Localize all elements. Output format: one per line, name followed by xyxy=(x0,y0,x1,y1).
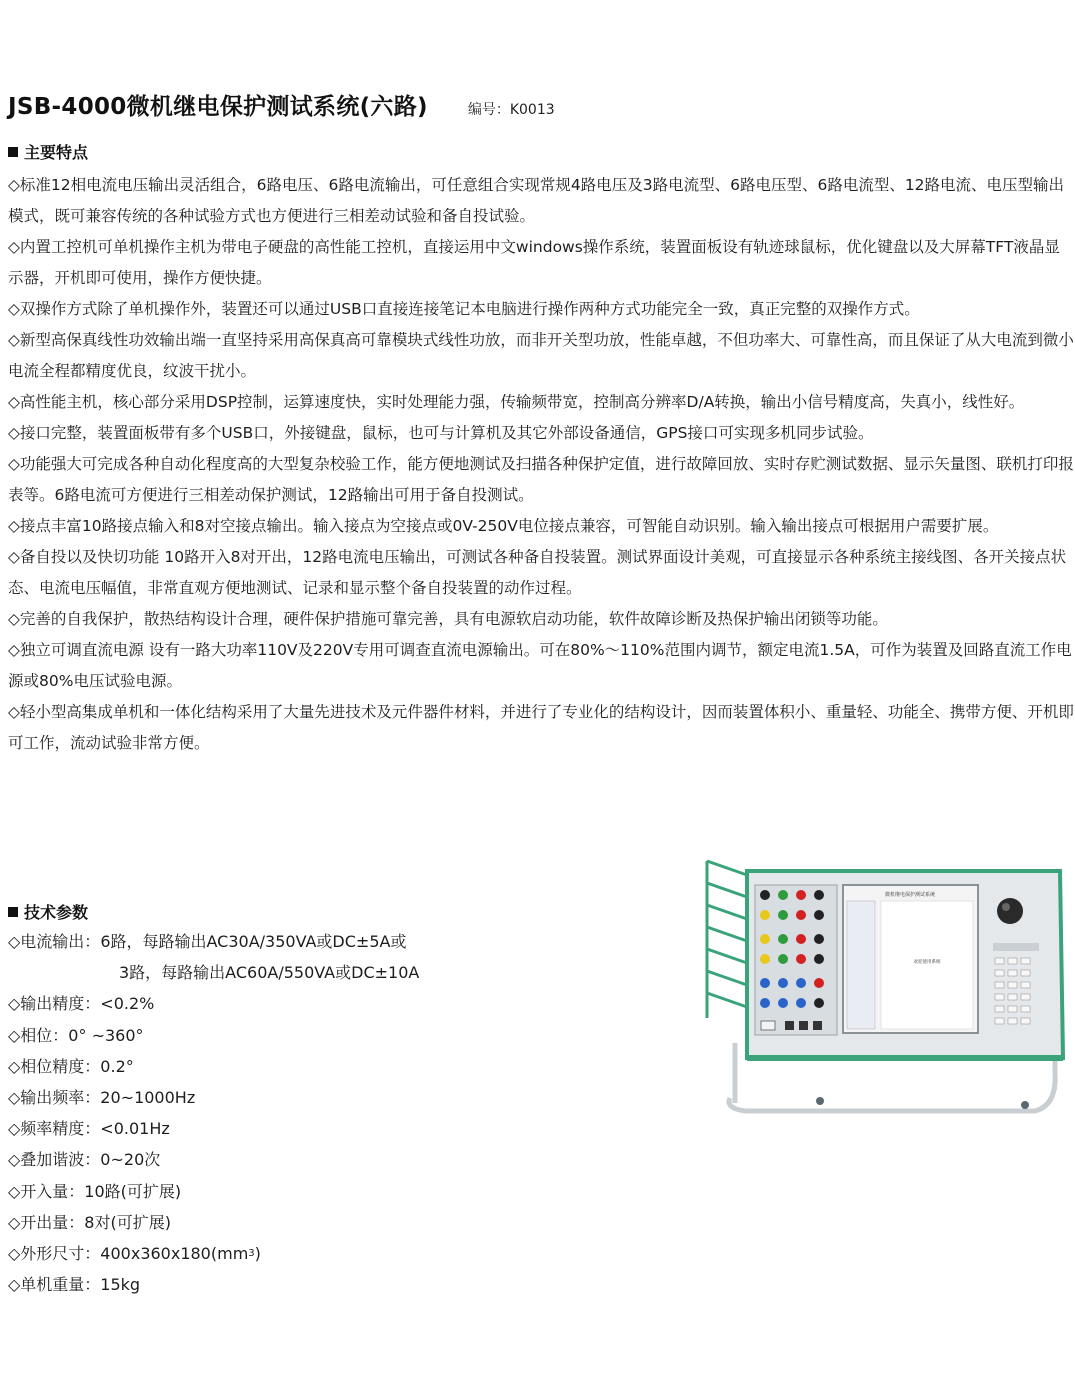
features-list xyxy=(8,170,1074,759)
square-bullet-icon xyxy=(8,907,18,917)
square-bullet-icon xyxy=(8,147,18,157)
feature-item: ◇新型高保真线性功效输出端一直坚持采用高保真高可靠模块式线性功放，而非开关型功放，性能卓越，不但功率大、可靠性高，而且保证了从大电流到微小电流全程都精度优良，纹波干扰小。 xyxy=(8,331,1074,380)
specs-heading xyxy=(8,900,88,923)
spec-item: ◇频率精度：<0.01Hz xyxy=(8,1119,170,1139)
feature-item: ◇完善的自我保护，散热结构设计合理，硬件保护措施可靠完善，具有电源软启动功能，软件故障诊断及热保护输出闭锁等功能。 xyxy=(8,610,888,628)
screen-title: 微机继电保护测试系统 xyxy=(884,892,936,898)
spec-item: ◇相位精度：0.2° xyxy=(8,1056,134,1076)
specs-heading-label: 技术参数 xyxy=(24,903,89,922)
feature-item: ◇内置工控机可单机操作主机为带电子硬盘的高性能工控机，直接运用中文windows操作系统，装置面板设有轨迹球鼠标，优化键盘以及大屏幕TFT液晶显示器，开机即可使用，操作方便快捷。 xyxy=(8,238,1060,287)
page-title: JSB-4000微机继电保护测试系统(六路) xyxy=(8,94,428,120)
spec-current-line-1: 6路，每路输出AC30A/350VA或DC±5A或 xyxy=(100,932,407,951)
feature-item: ◇双操作方式除了单机操作外，装置还可以通过USB口直接连接笔记本电脑进行操作两种方式功能完全一致，真正完整的双操作方式。 xyxy=(8,300,920,318)
feature-item: ◇轻小型高集成单机和一体化结构采用了大量先进技术及元件器件材料，并进行了专业化的结构设计，因而装置体积小、重量轻、功能全、携带方便、开机即可工作，流动试验非常方便。 xyxy=(8,703,1074,752)
features-heading xyxy=(8,140,88,163)
spec-dimensions-text: ◇外形尺寸：400x360x180(mm xyxy=(8,1244,249,1264)
features-heading-label: 主要特点 xyxy=(24,143,89,162)
device-photo xyxy=(695,843,1070,1123)
specs-list xyxy=(8,926,628,1300)
spec-dimensions-close: ) xyxy=(254,1244,261,1264)
spec-current-label: ◇电流输出： xyxy=(8,932,101,951)
feature-item: ◇独立可调直流电源 设有一路大功率110V及220V专用可调查直流电源输出。可在80%～110%范围内调节，额定电流1.5A，可作为装置及回路直流工作电源或80%电压试验电源。 xyxy=(8,641,1072,690)
trackball-icon xyxy=(997,898,1023,924)
feature-item: ◇接口完整，装置面板带有多个USB口，外接键盘，鼠标，也可与计算机及其它外部设备通信，GPS接口可实现多机同步试验。 xyxy=(8,424,874,442)
spec-dimensions xyxy=(8,1238,628,1269)
feature-item: ◇功能强大可完成各种自动化程度高的大型复杂校验工作，能方便地测试及扫描各种保护定值，进行故障回放、实时存贮测试数据、显示矢量图、联机打印报表等。6路电流可方便进行三相差动保护测试，12路输出可用于备自投测试。 xyxy=(8,455,1074,504)
spec-item: ◇输出精度：<0.2% xyxy=(8,994,155,1014)
screen-caption: 欢迎使用系统 xyxy=(913,960,941,965)
spec-current-output xyxy=(8,926,628,957)
feature-item: ◇高性能主机，核心部分采用DSP控制，运算速度快，实时处理能力强，传输频带宽，控制高分辨率D/A转换，输出小信号精度高，失真小，线性好。 xyxy=(8,393,1025,411)
feature-item: ◇标准12相电流电压输出灵活组合，6路电压、6路电流输出，可任意组合实现常规4路电压及3路电流型、6路电压型、6路电流型、12路电流、电压型输出模式，既可兼容传统的各种试验方式也方便进行三相差动试验和备自投试验。 xyxy=(8,176,1065,225)
spec-item: ◇相位：0° ~360° xyxy=(8,1025,144,1045)
spec-dimensions-sup: 3 xyxy=(248,1248,255,1260)
spec-item: ◇叠加谐波：0~20次 xyxy=(8,1150,161,1170)
spec-current-line-2: 3路，每路输出AC60A/550VA或DC±10A xyxy=(119,963,420,983)
feature-item: ◇备自投以及快切功能 10路开入8对开出，12路电流电压输出，可测试各种备自投装置。测试界面设计美观，可直接显示各种系统主接线图、各开关接点状态、电流电压幅值，非常直观方便地测试、记录和显示整个备自投装置的动作过程。 xyxy=(8,548,1067,597)
spec-item: ◇输出频率：20~1000Hz xyxy=(8,1088,196,1108)
feature-item: ◇接点丰富10路接点输入和8对空接点输出。输入接点为空接点或0V-250V电位接点兼容，可智能自动识别。输入输出接点可根据用户需要扩展。 xyxy=(8,517,999,535)
product-code: 编号：K0013 xyxy=(467,102,555,118)
title-row xyxy=(8,88,555,121)
spec-item: ◇开出量：8对(可扩展) xyxy=(8,1212,171,1232)
power-switch xyxy=(761,1021,775,1030)
spec-current-output-cont xyxy=(8,957,628,988)
spec-item: ◇开入量：10路(可扩展) xyxy=(8,1181,182,1201)
spec-item: ◇单机重量：15kg xyxy=(8,1275,141,1295)
left-frame-bars xyxy=(707,861,747,1018)
